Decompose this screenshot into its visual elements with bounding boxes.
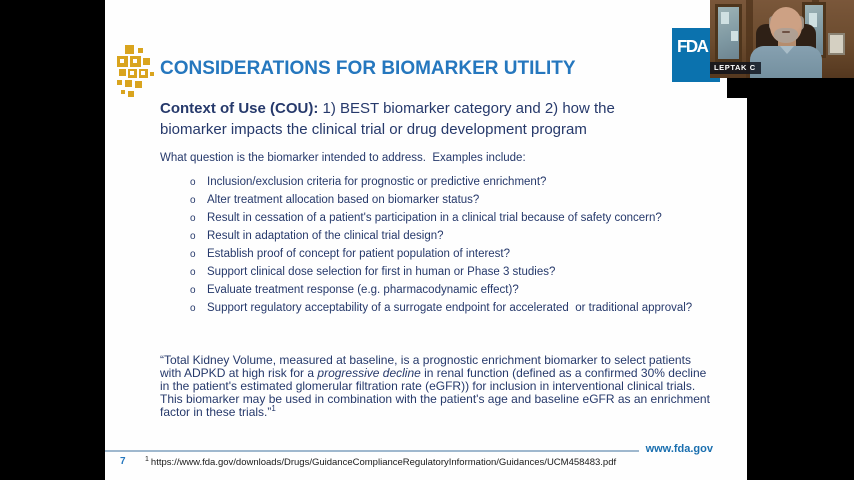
- bullet-text: Support clinical dose selection for first in human or Phase 3 studies?: [207, 265, 556, 278]
- context-of-use-text: 1) BEST biomarker category and 2) how the biomarker impacts the clinical trial or drug development program: [160, 100, 620, 138]
- bullet-icon: o: [190, 177, 196, 188]
- bullet-icon: o: [190, 212, 196, 224]
- shelf-item: [731, 31, 738, 41]
- presentation-slide: [105, 0, 747, 480]
- list-item: [190, 194, 702, 207]
- list-item: [190, 284, 702, 297]
- bullet-icon: o: [190, 194, 196, 206]
- fda-website-label: www.fda.gov: [645, 443, 713, 455]
- list-item: [190, 266, 702, 279]
- participant-video-tile[interactable]: [710, 0, 854, 78]
- shelf-item: [721, 12, 729, 24]
- context-of-use: [160, 98, 665, 140]
- bullet-icon: o: [190, 248, 196, 260]
- quote-text: “Total Kidney Volume, measured at baseline, is a prognostic enrichment biomarker to select patients with ADPKD at high risk for a: [160, 353, 695, 380]
- bullet-text: Support regulatory acceptability of a surrogate endpoint for accelerated or traditional approval?: [207, 301, 693, 314]
- biomarker-cluster-icon: [117, 45, 157, 97]
- bullet-icon: o: [190, 302, 196, 314]
- footnote-url: https://www.fda.gov/downloads/Drugs/GuidanceComplianceRegulatoryInformation/Guidances/UCM458483.pdf: [150, 457, 617, 468]
- list-item: [190, 176, 702, 189]
- quote-italic-text: progressive decline: [317, 365, 421, 380]
- list-item: [190, 230, 702, 243]
- slide-title: CONSIDERATIONS FOR BIOMARKER UTILITY: [160, 58, 576, 79]
- bullet-text: Establish proof of concept for patient population of interest?: [207, 247, 511, 260]
- fda-logo-text: FDA: [677, 36, 708, 57]
- list-item: [190, 248, 702, 261]
- footnote-marker: 1: [145, 455, 149, 463]
- question-intro: What question is the biomarker intended to address. Examples include:: [160, 152, 526, 164]
- participant-name-label: LEPTAK C: [710, 62, 761, 74]
- quote-paragraph: [160, 354, 714, 419]
- bullet-icon: o: [190, 284, 196, 296]
- quote-text: in renal function (defined as a confirmed 30% decline in the patient's estimated glomerular filtration rate (eGFR)) for inclusion in interventional clinical trials. This biomarker may be used in combination with the patient's age and baseline eGFR as an enrichment factor in these trials.”: [160, 365, 714, 419]
- bullet-text: Evaluate treatment response (e.g. pharmacodynamic effect)?: [207, 283, 519, 296]
- page-number: 7: [120, 456, 126, 467]
- bullet-text: Inclusion/exclusion criteria for prognostic or predictive enrichment?: [207, 176, 547, 188]
- bullet-text: Result in cessation of a patient's participation in a clinical trial because of safety concern?: [207, 211, 662, 224]
- footnote: [145, 457, 705, 468]
- bullet-list: [190, 176, 702, 320]
- bullet-text: Alter treatment allocation based on biomarker status?: [207, 193, 480, 206]
- citation-superscript: 1: [271, 403, 276, 413]
- glass-cabinet-left: [715, 4, 742, 62]
- list-item: [190, 212, 702, 225]
- footer-divider: [105, 450, 639, 452]
- bullet-icon: o: [190, 230, 196, 242]
- video-tile-shadow: [727, 78, 854, 98]
- list-item: [190, 302, 702, 315]
- picture-frame: [828, 33, 845, 55]
- context-of-use-label: Context of Use (COU):: [160, 100, 319, 117]
- bullet-text: Result in adaptation of the clinical trial design?: [207, 229, 444, 242]
- bullet-icon: o: [190, 266, 196, 278]
- person-mouth: [782, 31, 790, 33]
